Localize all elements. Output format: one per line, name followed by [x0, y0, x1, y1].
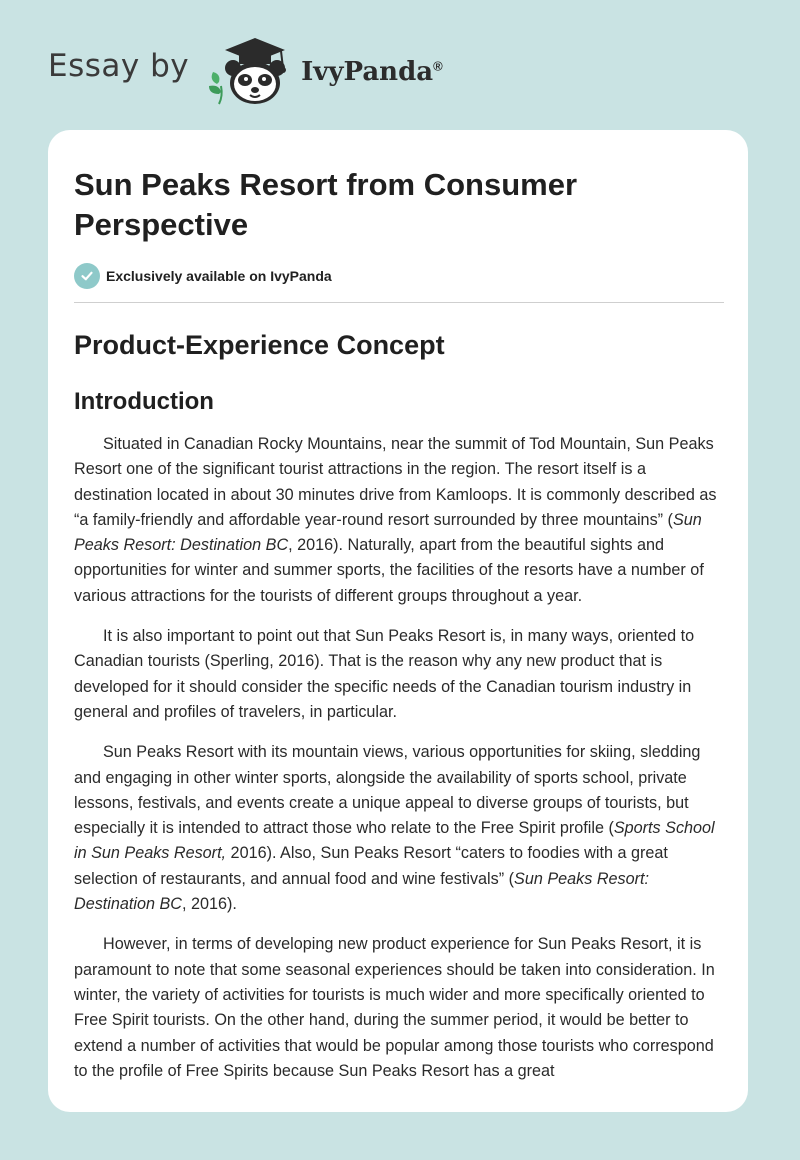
exclusive-badge [74, 263, 724, 289]
essay-by-label: Essay by [48, 48, 190, 84]
brand-text: IvyPanda [301, 57, 434, 87]
essay-content [74, 165, 724, 1084]
brand-name[interactable] [301, 57, 443, 87]
section-heading: Product-Experience Concept [74, 330, 445, 360]
citation-title: Sun Peaks Resort: Destination BC [74, 510, 702, 555]
paragraph [74, 432, 724, 609]
essay-card [48, 130, 748, 1112]
title-divider [74, 302, 724, 303]
paragraph [74, 740, 724, 917]
paragraph-text: Sun Peaks Resort with its mountain views, various opportunities for skiing, sledding and engaging in other winter sports, alongside the availability of sports school, private lessons, festivals, and events create a unique appeal to diverse groups of tourists, but especially it is intended to attract those who relate to the Free Spirit profile ( [74, 743, 701, 838]
paragraph [74, 624, 724, 725]
paragraph-text: It is also important to point out that Sun Peaks Resort is, in many ways, oriented to Canadian tourists (Sperling, 2016). That is the reason why any new product that is developed for it should consider the specific needs of the Canadian tourism industry in general and profiles of travelers, in particular. [74, 627, 695, 721]
paragraph [74, 932, 724, 1084]
site-header [48, 34, 568, 106]
exclusive-badge-label: Exclusively available on IvyPanda [106, 268, 332, 284]
paragraph-text: Situated in Canadian Rocky Mountains, near the summit of Tod Mountain, Sun Peaks Resort one of the significant tourist attractions in the region. The resort itself is a destination located in about 30 minutes drive from Kamloops. It is commonly described as “a family-friendly and affordable year-round resort surrounded by three mountains” ( [74, 435, 717, 529]
registered-mark: ® [433, 58, 443, 74]
paragraph-text: , 2016). Naturally, apart from the beautiful sights and opportunities for winter and summer sports, the facilities of the resorts have a number of various attractions for the tourists of different groups throughout a year. [74, 536, 704, 605]
paragraph-text: 2016). Also, Sun Peaks Resort “caters to foodies with a great selection of restaurants, and annual food and wine festivals” ( [74, 844, 668, 888]
paragraph-text: , 2016). [181, 895, 237, 914]
citation-title: Sun Peaks Resort: Destination BC [74, 869, 649, 914]
essay-title: Sun Peaks Resort from Consumer Perspective [74, 167, 578, 242]
panda-graduate-logo-icon[interactable] [205, 34, 295, 106]
citation-title: Sports School in Sun Peaks Resort, [74, 819, 715, 863]
subsection-heading: Introduction [74, 388, 214, 415]
paragraph-text: However, in terms of developing new product experience for Sun Peaks Resort, it is paramount to note that some seasonal experiences should be taken into consideration. In winter, the variety of activities for tourists is much wider and more specifically oriented to Free Spirit tourists. On the other hand, during the summer period, it would be better to extend a number of activities that would be popular among those tourists who correspond to the profile of Free Spirits because Sun Peaks Resort has a great [74, 935, 715, 1080]
check-circle-icon [74, 263, 100, 289]
